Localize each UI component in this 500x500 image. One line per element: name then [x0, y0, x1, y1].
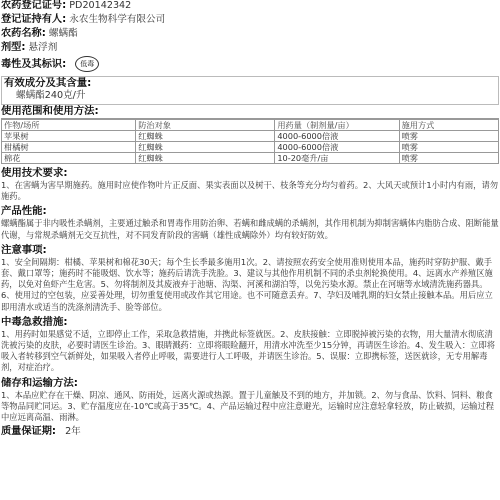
- formulation-value: 悬浮剂: [28, 42, 58, 53]
- storage-text: 1、本品应贮存在干燥、阴凉、通风、防雨处，远离火源或热源。置于儿童触及不到的地方，并加锁。2、勿与食品、饮料、饲料、粮食等物品同贮同运。3、贮存温度应在-10℃或高于35℃。4、产品运输过程中应注意避光，运输时应注意轻拿轻放，防止破损，运输过程中应远离高温、雨淋。: [1, 389, 495, 423]
- registration-number-value: PD20142342: [69, 0, 132, 11]
- holder-row: [1, 14, 499, 28]
- ingredients-title: 有效成分及其含量:: [4, 77, 92, 89]
- method-cell: 喷雾: [399, 153, 498, 164]
- performance-text: 螺螨酯属于非内吸性杀螨剂，主要通过触杀和胃毒作用防治卵、若螨和雌成螨的杀螨剂，其作用机制为抑制害螨体内脂肪合成、阻断能量代谢，与常规杀螨剂无交互抗性，对不同发育阶段的害螨（雄性成螨除外）均有较好防效。: [1, 218, 499, 240]
- technical-requirements-section: [1, 167, 499, 202]
- header-crop: 作物/场所: [2, 120, 136, 131]
- ingredients-value: 螺螨酯240克/升: [16, 90, 86, 101]
- cautions-text: 1、安全间隔期：柑橘、苹果树和棉花30天；每个生长季最多施用1次。2、请按照农药安全使用准则使用本品，施药时穿防护服、戴手套、戴口罩等；施药时不能吸烟、饮水等；施药后请洗手洗脸。3、建议与其他作用机制不同的杀虫剂轮换使用。4、远离水产养殖区施药，以免对鱼虾产生危害。5、勿将制剂及其废液弃于池塘、沟渠、河溪和湖泊等，以免污染水源。禁止在河塘等水域清洗施药器具。6、使用过的空包装，应妥善处理，切勿重复使用或改作其它用途。也不可随意丢弃。7、孕妇及哺乳期的妇女禁止接触本品。用后应立即用清水或适当的洗涤剂清洗手、脸等部位。: [1, 256, 493, 312]
- formulation-label: 剂型:: [1, 42, 26, 53]
- method-cell: 喷雾: [399, 131, 498, 142]
- shelf-life-row: [1, 426, 499, 438]
- storage-section: [1, 377, 499, 424]
- method-cell: 喷雾: [399, 142, 498, 153]
- first-aid-text: 1、用药时如果感觉不适，立即停止工作，采取急救措施，并携此标签就医。2、皮肤接触：立即脱掉被污染的衣物，用大量清水彻底清洗被污染的皮肤，必要时请医生诊治。3、眼睛溅药：立即将眼睑翻开，用清水冲洗至少15分钟，再请医生诊治。4、发生吸入：立即将吸入者转移到空气新鲜处，如果吸入者停止呼吸，需要进行人工呼吸，并请医生诊治。5、误服：立即携标签，送医就诊，无专用解毒剂，对症治疗。: [1, 328, 496, 373]
- registration-number-label: 农药登记证号:: [1, 0, 67, 11]
- pesticide-name-value: 螺螨酯: [48, 28, 78, 39]
- toxicity-label: 毒性及其标识:: [1, 59, 67, 70]
- crop-cell: 棉花: [2, 153, 136, 164]
- target-cell: 红蜘蛛: [136, 142, 275, 153]
- table-row: [2, 153, 499, 164]
- first-aid-section: [1, 316, 499, 374]
- usage-title: 使用范围和使用方法:: [1, 105, 499, 119]
- usage-section: [1, 105, 499, 164]
- pesticide-name-row: [1, 28, 499, 42]
- table-row: [2, 142, 499, 153]
- storage-title: 储存和运输方法:: [1, 376, 78, 389]
- dosage-cell: 4000-6000倍液: [275, 131, 399, 142]
- dosage-cell: 10-20毫升/亩: [275, 153, 399, 164]
- usage-table-header: [2, 120, 499, 131]
- pesticide-name-label: 农药名称:: [1, 28, 46, 39]
- crop-cell: 柑橘树: [2, 142, 136, 153]
- toxicity-row: [1, 56, 499, 72]
- target-cell: 红蜘蛛: [136, 153, 275, 164]
- usage-table: [1, 119, 499, 164]
- registration-number-row: [1, 0, 499, 14]
- performance-section: [1, 205, 499, 240]
- holder-value: 永农生物科学有限公司: [69, 14, 166, 25]
- ingredients-box: [1, 76, 499, 105]
- holder-label: 登记证持有人:: [1, 14, 67, 25]
- header-dosage: 用药量（制剂量/亩）: [275, 120, 399, 131]
- performance-title: 产品性能:: [1, 205, 47, 218]
- shelf-life-label: 质量保证期:: [1, 426, 57, 438]
- header-target: 防治对象: [136, 120, 275, 131]
- low-toxicity-badge: 低毒: [75, 56, 99, 72]
- technical-requirements-title: 使用技术要求:: [1, 167, 68, 179]
- formulation-row: [1, 42, 499, 56]
- technical-requirements-text: 1、在害螨为害早期施药。施用时应使作物叶片正反面、果实表面以及树干、枝条等充分均匀着药。2、大风天或预计1小时内有雨，请勿施药。: [1, 180, 499, 202]
- crop-cell: 苹果树: [2, 131, 136, 142]
- first-aid-title: 中毒急救措施:: [1, 315, 68, 328]
- cautions-title: 注意事项:: [1, 243, 47, 256]
- shelf-life-value: 2年: [65, 426, 81, 438]
- header-method: 施用方式: [399, 120, 498, 131]
- table-row: [2, 131, 499, 142]
- dosage-cell: 4000-6000倍液: [275, 142, 399, 153]
- cautions-section: [1, 244, 499, 313]
- target-cell: 红蜘蛛: [136, 131, 275, 142]
